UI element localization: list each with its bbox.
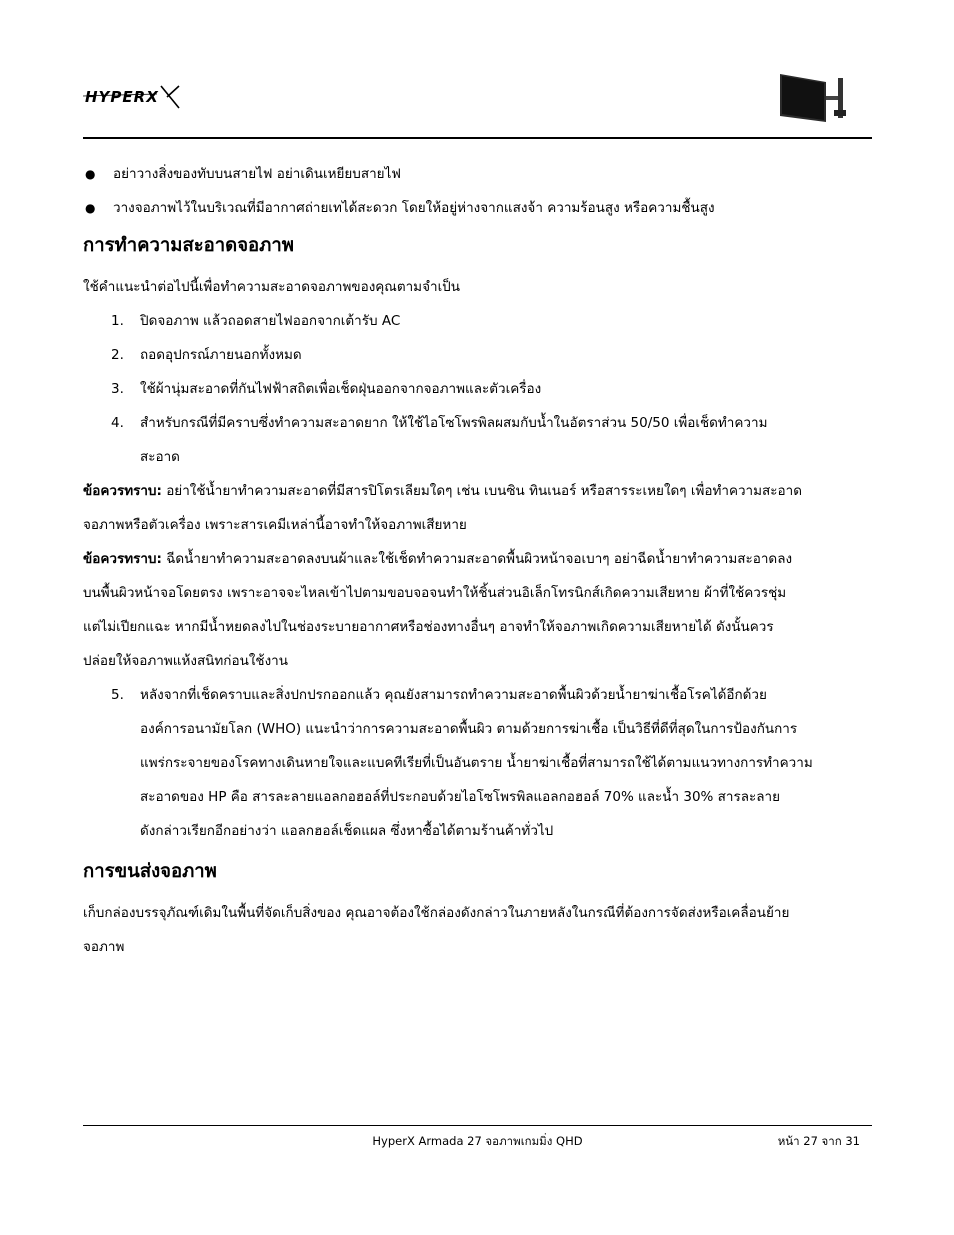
step-number: 1. (111, 313, 124, 329)
bullet-dot-icon: ● (85, 201, 96, 215)
step-text: องค์การอนามัยโลก (WHO) แนะนำว่าการความสะอาดพื้นผิว ตามด้วยการฆ่าเชื้อ เป็นวิธีที่ดีที่สุดในการป้องกันการ (140, 721, 798, 737)
note-text: ฉีดน้ำยาทำความสะอาดลงบนผ้าและใช้เช็ดทำความสะอาดพื้นผิวหน้าจอเบาๆ อย่าฉีดน้ำยาทำความสะอาดลง (166, 551, 793, 567)
step-item (83, 406, 872, 474)
step-text: หลังจากที่เช็ดคราบและสิ่งปกปรกออกแล้ว คุณยังสามารถทำความสะอาดพื้นผิวด้วยน้ำยาฆ่าเชื้อโรคได้อีกด้วย (140, 687, 767, 703)
step-item (83, 678, 872, 848)
cleaning-steps (83, 304, 872, 474)
shipping-text: เก็บกล่องบรรจุภัณฑ์เดิมในพื้นที่จัดเก็บสิ่งของ คุณอาจต้องใช้กล่องดังกล่าวในภายหลังในกรณีที่ต้องการจัดส่งหรือเคลื่อนย้าย (83, 905, 790, 921)
footer-divider (83, 1125, 872, 1126)
bullet-text: วางจอภาพไว้ในบริเวณที่มีอากาศถ่ายเทได้สะดวก โดยให้อยู่ห่างจากแสงจ้า ความร้อนสูง หรือความชื้นสูง (113, 200, 715, 216)
step-text: ถอดอุปกรณ์ภายนอกทั้งหมด (140, 347, 302, 363)
note-line: จอภาพหรือตัวเครื่อง เพราะสารเคมีเหล่านี้อาจทำให้จอภาพเสียหาย (83, 517, 467, 533)
step-number: 5. (111, 687, 124, 703)
step-item (83, 372, 872, 406)
note-line: บนพื้นผิวหน้าจอโดยตรง เพราะอาจจะไหลเข้าไปตามขอบจอจนทำให้ชิ้นส่วนอิเล็กโทรนิกส์เกิดความเสียหาย ผ้าที่ใช้ควรชุ่ม (83, 585, 787, 601)
step-text: แพร่กระจายของโรคทางเดินหายใจและแบคทีเรียที่เป็นอันตราย น้ำยาฆ่าเชื้อที่สามารถใช้ได้ตามแนวทางการทำความ (140, 755, 813, 771)
page-content (83, 160, 872, 964)
step-text: สะอาดของ HP คือ สารละลายแอลกอฮอล์ที่ประกอบด้วยไอโซโพรพิลแอลกอฮอล์ 70% และน้ำ 30% สารละลาย (140, 789, 781, 805)
step-number: 2. (111, 347, 124, 363)
step-number: 3. (111, 381, 124, 397)
page-header (83, 68, 872, 138)
note-line: ปล่อยให้จอภาพแห้งสนิทก่อนใช้งาน (83, 653, 288, 669)
header-divider (83, 137, 872, 139)
monitor-arm-icon (778, 72, 854, 124)
bullet-dot-icon: ● (85, 167, 96, 181)
step-text: ดังกล่าวเรียกอีกอย่างว่า แอลกฮอล์เช็ดแผล ซึ่งหาซื้อได้ตามร้านค้าทั่วไป (140, 823, 554, 839)
step-text: สะอาด (140, 449, 180, 465)
cleaning-intro: ใช้คำแนะนำต่อไปนี้เพื่อทำความสะอาดจอภาพของคุณตามจำเป็น (83, 279, 460, 295)
footer-page-number: หน้า 27 จาก 31 (777, 1134, 860, 1148)
hyperx-logo-text: HYPERX (85, 88, 159, 106)
step-text: สำหรับกรณีที่มีคราบซึ่งทำความสะอาดยาก ให้ใช้ไอโซโพรพิลผสมกับน้ำในอัตราส่วน 50/50 เพื่อเช็ดทำความ (140, 415, 768, 431)
hyperx-logo (83, 80, 183, 112)
note-block (83, 474, 872, 542)
bullet-item (83, 194, 872, 228)
step-number: 4. (111, 415, 124, 431)
bullet-text: อย่าวางสิ่งของทับบนสายไฟ อย่าเดินเหยียบสายไฟ (113, 166, 401, 182)
step-item (83, 338, 872, 372)
step-item (83, 304, 872, 338)
shipping-text: จอภาพ (83, 939, 125, 955)
step-text: ใช้ผ้านุ่มสะอาดที่กันไฟฟ้าสถิตเพื่อเช็ดฝุ่นออกจากจอภาพและตัวเครื่อง (140, 381, 542, 397)
footer-doc-title: HyperX Armada 27 จอภาพเกมมิ่ง QHD (372, 1134, 583, 1148)
cleaning-heading: การทำความสะอาดจอภาพ (83, 235, 294, 256)
note-label: ข้อควรทราบ: (83, 483, 162, 499)
shipping-heading: การขนส่งจอภาพ (83, 861, 217, 882)
note-text: อย่าใช้น้ำยาทำความสะอาดที่มีสารปิโตรเลียมใดๆ เช่น เบนซิน ทินเนอร์ หรือสารระเหยใดๆ เพื่อทำความสะอาด (166, 483, 802, 499)
note-line: แต่ไม่เปียกแฉะ หากมีน้ำหยดลงไปในช่องระบายอากาศหรือช่องทางอื่นๆ อาจทำให้จอภาพเกิดความเสียหายได้ ดังนั้นควร (83, 619, 774, 635)
note-label: ข้อควรทราบ: (83, 551, 162, 567)
note-block (83, 542, 872, 678)
step-text: ปิดจอภาพ แล้วถอดสายไฟออกจากเต้ารับ AC (140, 313, 401, 329)
note-line (83, 542, 872, 576)
note-line (83, 474, 872, 508)
bullet-item (83, 160, 872, 194)
